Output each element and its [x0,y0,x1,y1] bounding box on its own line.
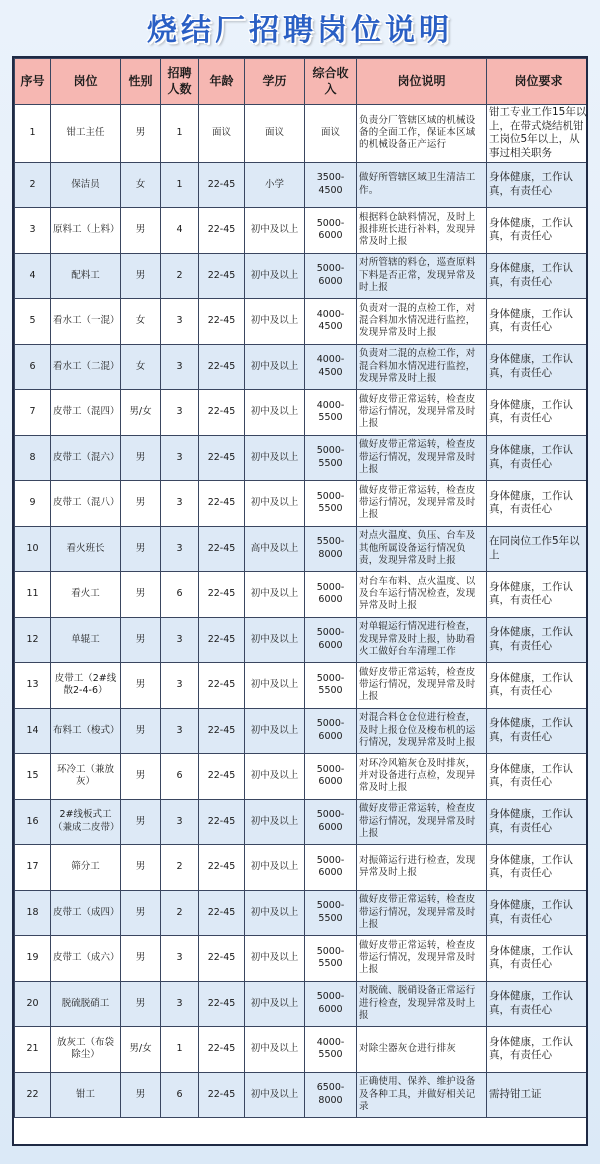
cell-count: 1 [161,1027,199,1073]
header-cell-age: 年龄 [199,59,245,105]
cell-requirement: 身体健康，工作认真，有责任心 [487,208,589,254]
cell-count: 3 [161,799,199,845]
cell-requirement: 身体健康，工作认真，有责任心 [487,936,589,982]
cell-age: 22-45 [199,617,245,663]
cell-income: 5000-6000 [305,208,357,254]
cell-gender: 男 [121,799,161,845]
cell-requirement: 身体健康，工作认真，有责任心 [487,1027,589,1073]
cell-post: 看火班长 [51,526,121,572]
cell-no: 10 [15,526,51,572]
cell-no: 5 [15,299,51,345]
cell-income: 5000-6000 [305,253,357,299]
cell-income: 6500-8000 [305,1072,357,1118]
cell-income: 5000-6000 [305,617,357,663]
cell-income: 5000-6000 [305,799,357,845]
cell-education: 初中及以上 [245,390,305,436]
cell-requirement: 身体健康，工作认真，有责任心 [487,708,589,754]
cell-post: 环冷工（兼放灰） [51,754,121,800]
table-row [15,845,589,891]
cell-count: 2 [161,890,199,936]
cell-description: 做好皮带正常运转，检查皮带运行情况，发现异常及时上报 [357,390,487,436]
job-table-container [12,56,588,1146]
cell-age: 22-45 [199,799,245,845]
cell-requirement: 身体健康，工作认真，有责任心 [487,890,589,936]
cell-post: 钳工 [51,1072,121,1118]
cell-income: 5000-6000 [305,845,357,891]
cell-post: 保洁员 [51,162,121,208]
cell-description: 对环冷风箱灰仓及时排灰，并对设备进行点检，发现异常及时上报 [357,754,487,800]
cell-requirement: 身体健康，工作认真，有责任心 [487,299,589,345]
cell-no: 16 [15,799,51,845]
cell-income: 5500-8000 [305,526,357,572]
cell-description: 做好所管辖区域卫生清洁工作。 [357,162,487,208]
table-row [15,105,589,163]
cell-gender: 男 [121,708,161,754]
cell-education: 初中及以上 [245,799,305,845]
cell-age: 22-45 [199,754,245,800]
cell-education: 面议 [245,105,305,163]
cell-education: 初中及以上 [245,435,305,481]
cell-post: 脱硫脱硝工 [51,981,121,1027]
header-cell-education: 学历 [245,59,305,105]
cell-post: 皮带工（混四） [51,390,121,436]
cell-education: 小学 [245,162,305,208]
cell-gender: 男 [121,572,161,618]
cell-count: 3 [161,299,199,345]
cell-education: 初中及以上 [245,708,305,754]
header-cell-description: 岗位说明 [357,59,487,105]
cell-age: 22-45 [199,526,245,572]
cell-age: 22-45 [199,936,245,982]
cell-education: 初中及以上 [245,572,305,618]
cell-age: 22-45 [199,663,245,709]
header-cell-post: 岗位 [51,59,121,105]
cell-gender: 男 [121,936,161,982]
cell-requirement: 身体健康，工作认真，有责任心 [487,162,589,208]
cell-post: 2#线板式工（兼成二皮带） [51,799,121,845]
cell-income: 5000-5500 [305,890,357,936]
cell-education: 初中及以上 [245,936,305,982]
cell-description: 对单辊运行情况进行检查，发现异常及时上报，协助看火工做好台车清理工作 [357,617,487,663]
cell-no: 14 [15,708,51,754]
cell-no: 19 [15,936,51,982]
cell-no: 8 [15,435,51,481]
cell-count: 6 [161,754,199,800]
cell-income: 4000-4500 [305,344,357,390]
table-row [15,663,589,709]
cell-no: 18 [15,890,51,936]
cell-age: 面议 [199,105,245,163]
table-row [15,1072,589,1118]
cell-count: 3 [161,435,199,481]
cell-requirement: 身体健康，工作认真，有责任心 [487,845,589,891]
cell-age: 22-45 [199,481,245,527]
cell-education: 初中及以上 [245,1072,305,1118]
cell-post: 钳工主任 [51,105,121,163]
cell-gender: 男 [121,845,161,891]
table-row [15,708,589,754]
cell-requirement: 身体健康，工作认真，有责任心 [487,663,589,709]
cell-education: 初中及以上 [245,617,305,663]
cell-count: 3 [161,981,199,1027]
cell-age: 22-45 [199,1027,245,1073]
cell-no: 3 [15,208,51,254]
table-row [15,208,589,254]
cell-age: 22-45 [199,890,245,936]
cell-age: 22-45 [199,299,245,345]
cell-income: 5000-6000 [305,572,357,618]
cell-no: 11 [15,572,51,618]
cell-gender: 男 [121,435,161,481]
cell-count: 3 [161,617,199,663]
cell-gender: 男 [121,481,161,527]
cell-count: 3 [161,344,199,390]
header-cell-gender: 性别 [121,59,161,105]
cell-no: 15 [15,754,51,800]
cell-description: 做好皮带正常运转，检查皮带运行情况，发现异常及时上报 [357,663,487,709]
cell-gender: 男 [121,754,161,800]
table-row [15,572,589,618]
cell-education: 初中及以上 [245,754,305,800]
cell-age: 22-45 [199,572,245,618]
table-row [15,799,589,845]
cell-description: 负责分厂管辖区域的机械设备的全面工作，保证本区域的机械设备正产运行 [357,105,487,163]
cell-no: 22 [15,1072,51,1118]
cell-count: 4 [161,208,199,254]
cell-education: 初中及以上 [245,890,305,936]
cell-no: 12 [15,617,51,663]
cell-income: 5000-5500 [305,936,357,982]
cell-description: 做好皮带正常运转，检查皮带运行情况，发现异常及时上报 [357,936,487,982]
header-cell-requirement: 岗位要求 [487,59,589,105]
cell-income: 4000-4500 [305,299,357,345]
cell-gender: 男/女 [121,1027,161,1073]
cell-count: 6 [161,1072,199,1118]
cell-no: 4 [15,253,51,299]
cell-age: 22-45 [199,1072,245,1118]
cell-gender: 男/女 [121,390,161,436]
cell-post: 布料工（梭式） [51,708,121,754]
cell-gender: 男 [121,890,161,936]
cell-count: 3 [161,936,199,982]
table-row [15,526,589,572]
cell-post: 看水工（一混） [51,299,121,345]
cell-age: 22-45 [199,162,245,208]
cell-education: 初中及以上 [245,208,305,254]
cell-gender: 女 [121,344,161,390]
cell-education: 初中及以上 [245,663,305,709]
cell-no: 7 [15,390,51,436]
cell-income: 5000-6000 [305,708,357,754]
cell-description: 做好皮带正常运转，检查皮带运行情况，发现异常及时上报 [357,481,487,527]
cell-education: 初中及以上 [245,481,305,527]
cell-description: 对混合料仓仓位进行检查，及时上报仓位及梭布机的运行情况，发现异常及时上报 [357,708,487,754]
table-row [15,890,589,936]
page-title: 烧结厂招聘岗位说明 [147,13,453,48]
cell-post: 原料工（上料） [51,208,121,254]
cell-count: 2 [161,845,199,891]
cell-gender: 男 [121,663,161,709]
header-cell-income: 综合收入 [305,59,357,105]
cell-gender: 女 [121,299,161,345]
table-row [15,390,589,436]
table-row [15,253,589,299]
job-table [14,58,588,1118]
cell-age: 22-45 [199,435,245,481]
cell-post: 皮带工（成四） [51,890,121,936]
cell-gender: 男 [121,526,161,572]
cell-no: 9 [15,481,51,527]
cell-count: 1 [161,105,199,163]
cell-education: 初中及以上 [245,253,305,299]
title-banner [0,0,600,54]
table-row [15,299,589,345]
cell-description: 正确使用、保养、维护设备及各种工具，并做好相关记录 [357,1072,487,1118]
cell-age: 22-45 [199,708,245,754]
cell-requirement: 身体健康，工作认真，有责任心 [487,754,589,800]
cell-count: 3 [161,481,199,527]
cell-gender: 男 [121,1072,161,1118]
cell-description: 做好皮带正常运转，检查皮带运行情况，发现异常及时上报 [357,435,487,481]
header-cell-count: 招聘人数 [161,59,199,105]
cell-no: 17 [15,845,51,891]
cell-description: 对除尘器灰仓进行排灰 [357,1027,487,1073]
cell-gender: 男 [121,617,161,663]
cell-age: 22-45 [199,253,245,299]
cell-education: 初中及以上 [245,344,305,390]
table-row [15,936,589,982]
cell-education: 初中及以上 [245,299,305,345]
cell-requirement: 身体健康，工作认真，有责任心 [487,390,589,436]
cell-description: 负责对一混的点检工作，对混合料加水情况进行监控，发现异常及时上报 [357,299,487,345]
cell-no: 20 [15,981,51,1027]
table-row [15,1027,589,1073]
cell-gender: 男 [121,981,161,1027]
cell-count: 6 [161,572,199,618]
cell-requirement: 需持钳工证 [487,1072,589,1118]
cell-income: 5000-5500 [305,663,357,709]
cell-post: 皮带工（混六） [51,435,121,481]
cell-description: 做好皮带正常运转，检查皮带运行情况，发现异常及时上报 [357,890,487,936]
cell-description: 对点火温度、负压、台车及其他所属设备运行情况负责，发现异常及时上报 [357,526,487,572]
cell-count: 3 [161,663,199,709]
table-row [15,162,589,208]
cell-requirement: 身体健康，工作认真，有责任心 [487,253,589,299]
cell-age: 22-45 [199,390,245,436]
cell-requirement: 身体健康，工作认真，有责任心 [487,617,589,663]
cell-requirement: 身体健康，工作认真，有责任心 [487,344,589,390]
cell-gender: 男 [121,105,161,163]
cell-count: 3 [161,390,199,436]
cell-income: 5000-5500 [305,435,357,481]
cell-count: 2 [161,253,199,299]
table-body [15,105,589,1118]
cell-requirement: 身体健康，工作认真，有责任心 [487,572,589,618]
header-row [15,59,589,105]
cell-education: 高中及以上 [245,526,305,572]
cell-no: 6 [15,344,51,390]
cell-age: 22-45 [199,845,245,891]
cell-post: 筛分工 [51,845,121,891]
cell-age: 22-45 [199,981,245,1027]
cell-count: 3 [161,526,199,572]
header-cell-no: 序号 [15,59,51,105]
table-row [15,435,589,481]
table-row [15,617,589,663]
cell-description: 做好皮带正常运转，检查皮带运行情况，发现异常及时上报 [357,799,487,845]
cell-post: 看水工（二混） [51,344,121,390]
cell-description: 负责对二混的点检工作，对混合料加水情况进行监控，发现异常及时上报 [357,344,487,390]
cell-gender: 男 [121,253,161,299]
cell-age: 22-45 [199,344,245,390]
cell-description: 对所管辖的料仓，巡查原料下料是否正常，发现异常及时上报 [357,253,487,299]
cell-description: 对脱硫、脱硝设备正常运行进行检查，发现异常及时上报 [357,981,487,1027]
cell-no: 2 [15,162,51,208]
cell-requirement: 身体健康，工作认真，有责任心 [487,481,589,527]
cell-income: 5000-6000 [305,981,357,1027]
table-row [15,344,589,390]
cell-requirement: 钳工专业工作15年以上，在带式烧结机钳工岗位5年以上，从事过相关职务 [487,105,589,163]
cell-post: 皮带工（混八） [51,481,121,527]
table-row [15,754,589,800]
cell-requirement: 身体健康，工作认真，有责任心 [487,799,589,845]
cell-no: 13 [15,663,51,709]
cell-gender: 男 [121,208,161,254]
cell-requirement: 在同岗位工作5年以上 [487,526,589,572]
table-row [15,981,589,1027]
cell-post: 皮带工（2#线散2-4-6） [51,663,121,709]
cell-post: 看火工 [51,572,121,618]
cell-income: 4000-5500 [305,390,357,436]
cell-requirement: 身体健康，工作认真，有责任心 [487,435,589,481]
cell-description: 对台车布料、点火温度、以及台车运行情况检查，发现异常及时上报 [357,572,487,618]
cell-income: 3500-4500 [305,162,357,208]
cell-income: 4000-5500 [305,1027,357,1073]
cell-post: 皮带工（成六） [51,936,121,982]
cell-post: 配料工 [51,253,121,299]
cell-description: 对振筛运行进行检查，发现异常及时上报 [357,845,487,891]
cell-education: 初中及以上 [245,981,305,1027]
table-row [15,481,589,527]
cell-no: 1 [15,105,51,163]
cell-income: 5000-5500 [305,481,357,527]
cell-education: 初中及以上 [245,1027,305,1073]
cell-education: 初中及以上 [245,845,305,891]
cell-no: 21 [15,1027,51,1073]
cell-description: 根据料仓缺料情况，及时上报排班长进行补料，发现异常及时上报 [357,208,487,254]
cell-age: 22-45 [199,208,245,254]
cell-post: 单辊工 [51,617,121,663]
cell-count: 1 [161,162,199,208]
cell-income: 5000-6000 [305,754,357,800]
cell-count: 3 [161,708,199,754]
cell-income: 面议 [305,105,357,163]
cell-requirement: 身体健康，工作认真，有责任心 [487,981,589,1027]
cell-post: 放灰工（布袋除尘） [51,1027,121,1073]
cell-gender: 女 [121,162,161,208]
